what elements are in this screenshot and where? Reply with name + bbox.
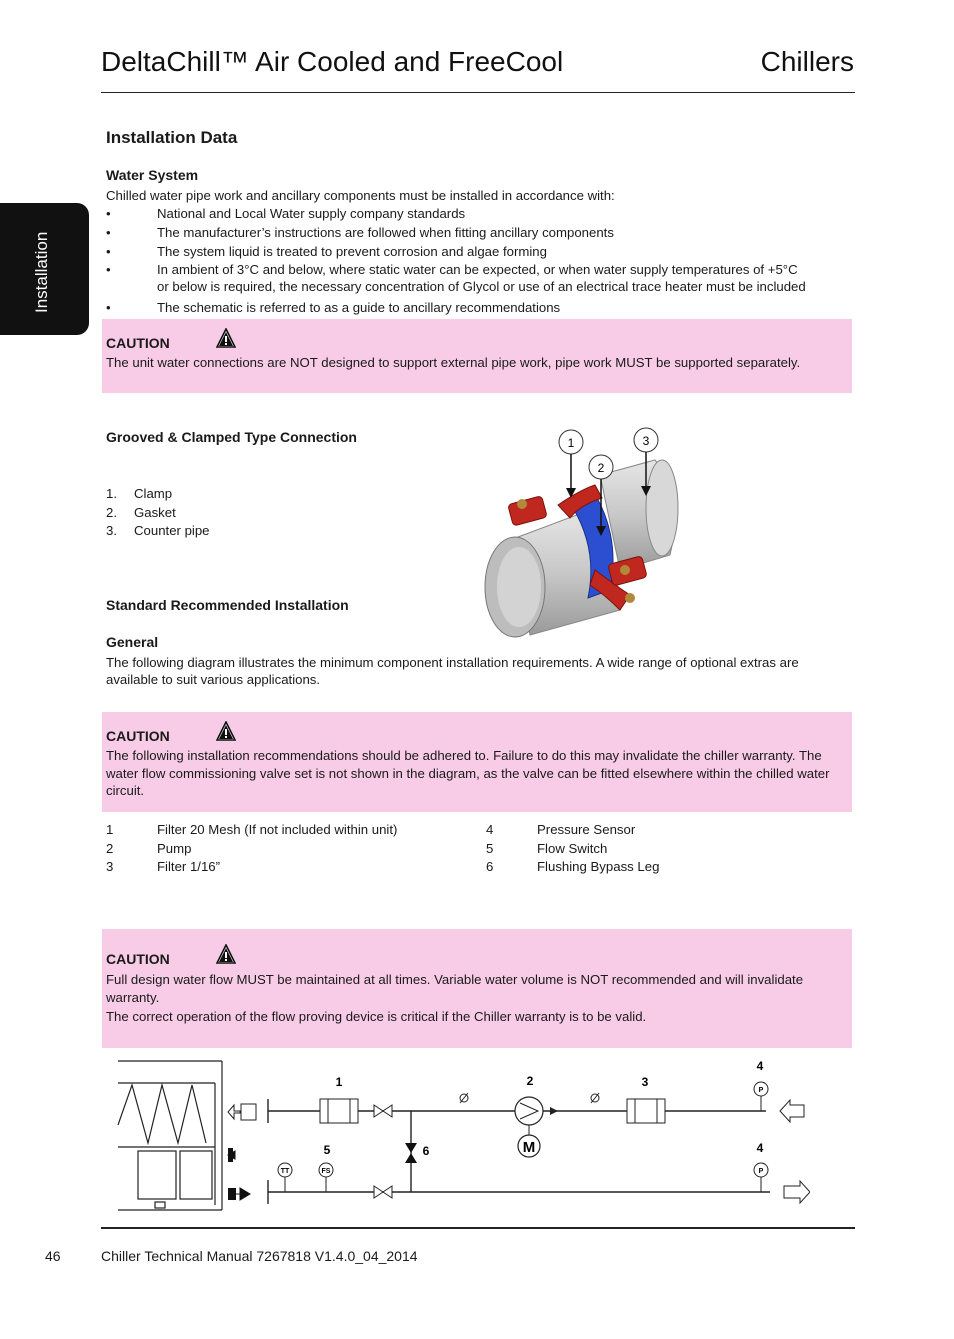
grooved-coupling-illustration	[470, 420, 690, 645]
general-heading: General	[106, 634, 159, 650]
bullet-text: or below is required, the necessary concentration of Glycol or use of an electrical trace heater must be included	[157, 279, 806, 294]
standard-heading: Standard Recommended Installation	[106, 597, 349, 613]
tt-symbol: TT	[280, 1168, 290, 1175]
label-pressure-bottom: 4	[756, 1141, 764, 1155]
warning-triangle-icon	[216, 721, 236, 741]
page-title: DeltaChill™ Air Cooled and FreeCool	[101, 46, 564, 77]
bullet-mark: •	[106, 262, 111, 277]
list-item: 1. Clamp	[106, 486, 173, 501]
list-item: 2. Gasket	[106, 504, 176, 520]
pressure-symbol-top: P	[758, 1087, 764, 1094]
list-item: 3. Counter pipe	[106, 523, 210, 538]
caution-title: CAUTION	[106, 728, 170, 744]
water-system-heading: Water System	[106, 167, 199, 183]
callout-2: 2	[597, 461, 605, 475]
label-filter-3: 3	[641, 1075, 649, 1089]
label-pump: 2	[526, 1074, 534, 1088]
label-bypass: 6	[422, 1144, 430, 1158]
list-item: 1 Filter 20 Mesh (If not included within unit)	[106, 822, 398, 837]
general-text: The following diagram illustrates the minimum component installation requirements. A wide range of optional extras are available to suit various applications.	[106, 655, 799, 687]
label-filter-1: 1	[335, 1075, 343, 1089]
fs-symbol: FS	[321, 1168, 331, 1175]
components-list-left	[106, 821, 397, 877]
bullet-text: The schematic is referred to as a guide to ancillary recommendations	[157, 300, 561, 315]
caution-text: The following installation recommendations should be adhered to. Failure to do this may invalidate the chiller warranty. The water flow commissioning valve set is not shown in the diagram, as the valve can be fitted elsewhere within the chilled water circuit.	[106, 748, 830, 798]
bullet-text: National and Local Water supply company standards	[157, 206, 466, 221]
bullet-text: In ambient of 3°C and below, where static water can be expected, or when water supply temperatures of +5°C	[157, 262, 798, 277]
warning-triangle-icon	[216, 328, 236, 348]
grooved-heading: Grooved & Clamped Type Connection	[106, 429, 357, 445]
callout-1: 1	[567, 436, 575, 450]
callout-3: 3	[642, 434, 650, 448]
page-category: Chillers	[760, 46, 854, 77]
bullet-mark: •	[106, 244, 111, 259]
caution-text: The unit water connections are NOT designed to support external pipe work, pipe work MUST be supported separately.	[106, 355, 801, 370]
list-item: 5 Flow Switch	[486, 840, 608, 856]
installation-schematic	[110, 1055, 810, 1215]
caution-box	[102, 319, 852, 393]
chiller-unit	[118, 1061, 222, 1210]
caution-box	[102, 712, 852, 812]
caution-text: The correct operation of the flow proving device is critical if the Chiller warranty is to be valid.	[106, 1009, 647, 1024]
caution-title: CAUTION	[106, 335, 170, 351]
side-tab-label: Installation	[32, 231, 51, 313]
label-flow-switch: 5	[323, 1143, 331, 1157]
header-divider	[101, 92, 855, 93]
list-item: 6 Flushing Bypass Leg	[486, 859, 660, 874]
water-system-intro: Chilled water pipe work and ancillary components must be installed in accordance with:	[106, 188, 615, 203]
caution-title: CAUTION	[106, 951, 170, 967]
list-item: 4 Pressure Sensor	[486, 822, 636, 837]
caution-text: Full design water flow MUST be maintained at all times. Variable water volume is NOT recommended and will invalidate warranty.	[106, 972, 804, 1005]
bullet-text: The manufacturer’s instructions are followed when fitting ancillary components	[157, 225, 614, 240]
bullet-text: The system liquid is treated to prevent corrosion and algae forming	[157, 244, 547, 259]
label-pressure-top: 4	[756, 1059, 764, 1073]
footer-text: Chiller Technical Manual 7267818 V1.4.0_04_2014	[101, 1248, 418, 1264]
list-item: 2 Pump	[106, 840, 192, 856]
page-number: 46	[45, 1248, 61, 1264]
side-tab	[0, 203, 89, 335]
caution-box	[102, 929, 852, 1048]
bullet-mark: •	[106, 300, 111, 315]
grooved-list	[106, 485, 210, 541]
footer-divider	[101, 1227, 855, 1229]
pressure-symbol-bottom: P	[758, 1168, 764, 1175]
section-title: Installation Data	[106, 128, 238, 147]
warning-triangle-icon	[216, 944, 236, 964]
components-list-right	[486, 821, 659, 877]
list-item: 3 Filter 1/16”	[106, 859, 221, 874]
pump-motor-symbol: M	[522, 1139, 536, 1156]
bullet-mark: •	[106, 206, 111, 221]
bullet-mark: •	[106, 225, 111, 240]
